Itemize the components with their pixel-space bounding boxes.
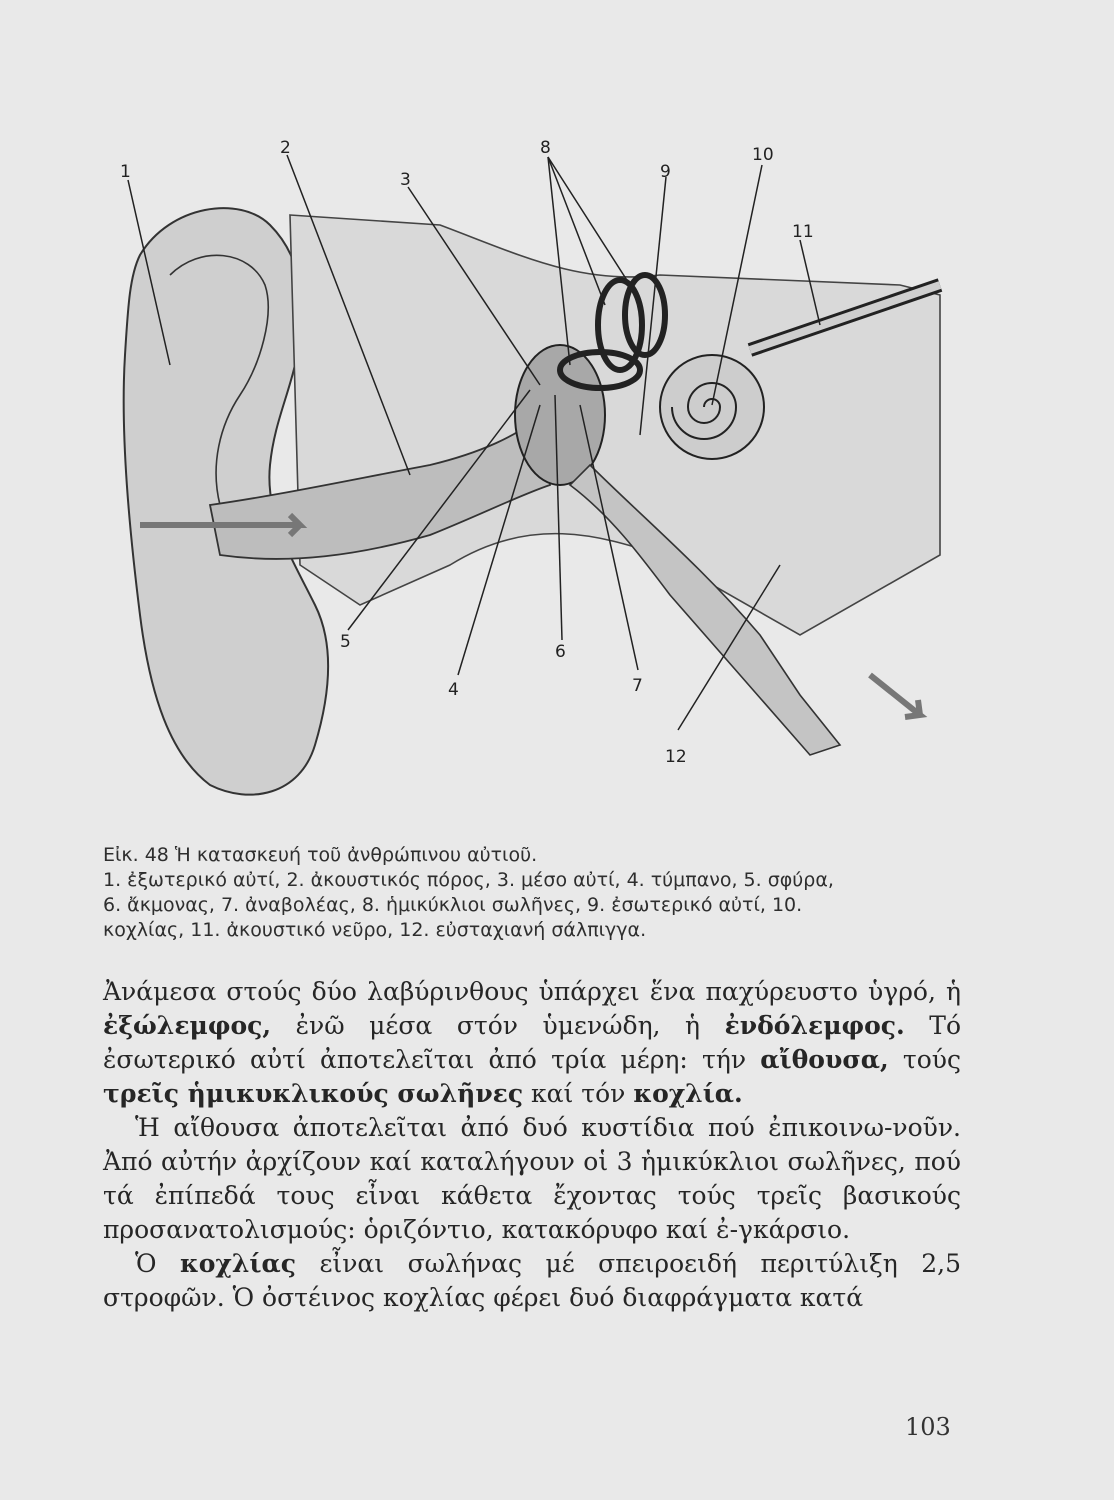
p1-bold-canals: τρεῖς ἡμικυκλικούς σωλῆνες	[103, 1079, 524, 1108]
paragraph-1	[103, 975, 961, 1111]
p3-text-1: Ὁ	[135, 1249, 180, 1278]
paragraph-3	[103, 1247, 961, 1315]
figure-label-3: 3	[400, 170, 411, 190]
figure-label-4: 4	[448, 680, 459, 700]
p1-text-2: ἐνῶ μέσα στόν ὑμενώδη, ἡ	[271, 1011, 725, 1040]
p1-text-1: Ἀνάμεσα στούς δύο λαβύρινθους ὑπάρχει ἕνα παχύρευστο ὑγρό, ἡ	[103, 977, 961, 1006]
outflow-arrow-icon	[870, 675, 920, 717]
figure-label-1: 1	[120, 162, 131, 182]
page-number: 103	[905, 1413, 951, 1441]
caption-line-1: 1. ἐξωτερικό αὐτί, 2. ἀκουστικός πόρος, 3. μέσο αὐτί, 4. τύμπανο, 5. σφύρα,	[103, 869, 834, 891]
caption-line-3: κοχλίας, 11. ἀκουστικό νεῦρο, 12. εὐσταχιανή σάλπιγγα.	[103, 919, 647, 941]
p1-bold-exolymph: ἐξώλεμφος,	[103, 1011, 272, 1040]
figure-label-2: 2	[280, 138, 291, 158]
p1-bold-cochlea: κοχλία.	[633, 1079, 743, 1108]
p1-text-3: Τό ἐσωτερικό αὐτί ἀποτελεῖται ἀπό τρία μέρη: τήν	[103, 1011, 961, 1074]
figure-label-11: 11	[792, 222, 814, 242]
p1-bold-vestibule: αἴθουσα,	[760, 1045, 889, 1074]
paragraph-2: Ἡ αἴθουσα ἀποτελεῖται ἀπό δυό κυστίδια πού ἐπικοινω-νοῦν. Ἀπό αὐτήν ἀρχίζουν καί καταλήγουν οἱ 3 ἡμικύκλιοι σωλῆνες, πού τά ἐπίπεδά τους εἶναι κάθετα ἔχοντας τούς τρεῖς βασικούς προσανατολισμούς: ὁριζόντιο, κατακόρυφο καί ἐ-γκάρσιο.	[103, 1113, 961, 1244]
figure-label-9: 9	[660, 162, 671, 182]
p3-bold-cochlea: κοχλίας	[180, 1249, 296, 1278]
p1-bold-endolymph: ἐνδόλεμφος.	[724, 1011, 905, 1040]
figure-label-12: 12	[665, 747, 687, 767]
figure-label-8: 8	[540, 138, 551, 158]
figure-label-5: 5	[340, 632, 351, 652]
p3-text-2: εἶναι σωλήνας μέ σπειροειδή περιτύλιξη 2,5 στροφῶν. Ὁ ὀστέινος κοχλίας φέρει δυό διαφράγματα κατά	[103, 1249, 962, 1312]
figure-label-6: 6	[555, 642, 566, 662]
ear-anatomy-figure	[100, 135, 955, 815]
figure-caption	[103, 843, 961, 943]
figure-label-10: 10	[752, 145, 774, 165]
cochlea	[660, 355, 764, 459]
caption-line-2: 6. ἄκμονας, 7. ἀναβολέας, 8. ἡμικύκλιοι σωλῆνες, 9. ἐσωτερικό αὐτί, 10.	[103, 894, 803, 916]
figure-label-7: 7	[632, 676, 643, 696]
p1-text-5: καί τόν	[523, 1079, 634, 1108]
body-text	[103, 975, 961, 1315]
ear-diagram	[100, 135, 955, 815]
caption-title: Εἰκ. 48 Ἡ κατασκευή τοῦ ἀνθρώπινου αὐτιοῦ.	[103, 844, 538, 866]
p1-text-4: τούς	[888, 1045, 961, 1074]
